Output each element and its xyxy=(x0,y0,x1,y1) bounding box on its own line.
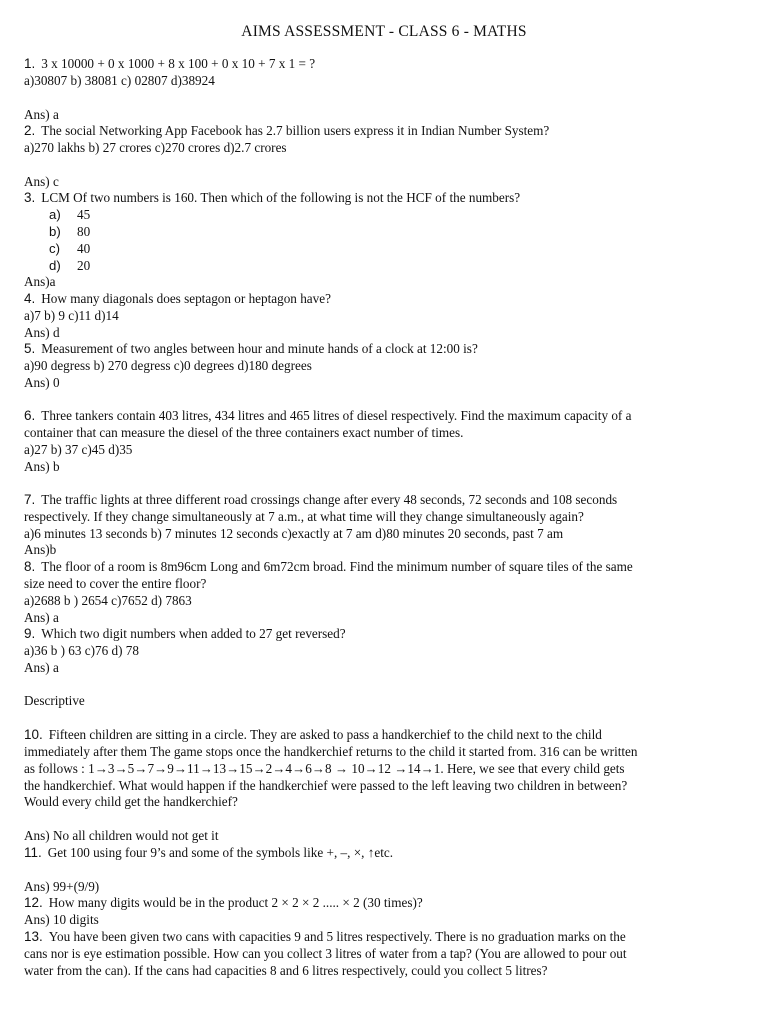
option-letter: a) xyxy=(49,207,61,222)
question-10 xyxy=(24,726,602,743)
question-6-answer: Ans) b xyxy=(24,459,60,474)
question-6 xyxy=(24,407,631,424)
option-letter: b) xyxy=(49,224,61,239)
question-number: 6. xyxy=(24,408,36,423)
option-value: 80 xyxy=(77,224,91,239)
question-3-answer: Ans)a xyxy=(24,274,56,289)
option-letter: c) xyxy=(49,241,60,256)
question-number: 1. xyxy=(24,56,36,71)
question-text: Fifteen children are sitting in a circle. They are asked to pass a handkerchief to the child next to the child xyxy=(48,727,602,742)
question-6-options: a)27 b) 37 c)45 d)35 xyxy=(24,442,133,457)
question-5-options: a)90 degress b) 270 degress c)0 degrees d)180 degrees xyxy=(24,358,312,373)
question-number: 4. xyxy=(24,291,36,306)
option-value: 40 xyxy=(77,241,91,256)
question-9-answer: Ans) a xyxy=(24,660,59,675)
option-letter: d) xyxy=(49,258,61,273)
question-text: The traffic lights at three different road crossings change after every 48 seconds, 72 seconds and 108 seconds xyxy=(41,492,618,507)
page-title: AIMS ASSESSMENT - CLASS 6 - MATHS xyxy=(241,23,527,40)
question-4-options: a)7 b) 9 c)11 d)14 xyxy=(24,308,119,323)
question-10-line-4: the handkerchief. What would happen if the handkerchief were passed to the left leaving two children in between? xyxy=(24,778,628,793)
question-text: Three tankers contain 403 litres, 434 litres and 465 litres of diesel respectively. Find the maximum capacity of a xyxy=(41,408,632,423)
question-1 xyxy=(24,55,315,72)
question-6-line-2: container that can measure the diesel of the three containers exact number of times. xyxy=(24,425,464,440)
question-number: 10. xyxy=(24,727,43,742)
question-5 xyxy=(24,340,478,357)
question-7-line-2: respectively. If they change simultaneously at 7 a.m., at what time will they change simultaneously again? xyxy=(24,509,584,524)
question-3 xyxy=(24,189,520,206)
option-d xyxy=(49,257,90,274)
question-1-options: a)30807 b) 38081 c) 02807 d)38924 xyxy=(24,73,215,88)
question-10-answer: Ans) No all children would not get it xyxy=(24,828,219,843)
question-number: 9. xyxy=(24,626,36,641)
question-text: Which two digit numbers when added to 27 get reversed? xyxy=(41,626,346,641)
question-text: How many diagonals does septagon or heptagon have? xyxy=(41,291,331,306)
question-number: 12. xyxy=(24,895,43,910)
question-number: 11. xyxy=(24,845,42,860)
question-12 xyxy=(24,894,423,911)
question-8-answer: Ans) a xyxy=(24,610,59,625)
question-2-answer: Ans) c xyxy=(24,174,59,189)
question-text: You have been given two cans with capacities 9 and 5 litres respectively. There is no graduation marks on the xyxy=(48,929,626,944)
question-11-answer: Ans) 99+(9/9) xyxy=(24,879,100,894)
question-7-options: a)6 minutes 13 seconds b) 7 minutes 12 seconds c)exactly at 7 am d)80 minutes 20 seconds, past 7 am xyxy=(24,526,564,541)
option-c xyxy=(49,240,90,257)
question-10-line-3: as follows : 1→3→5→7→9→11→13→15→2→4→6→8 → 10→12 →14→1. Here, we see that every child gets xyxy=(24,761,625,776)
question-number: 13. xyxy=(24,929,43,944)
question-number: 8. xyxy=(24,559,36,574)
question-8-line-2: size need to cover the entire floor? xyxy=(24,576,207,591)
question-12-answer: Ans) 10 digits xyxy=(24,912,99,927)
question-4-answer: Ans) d xyxy=(24,325,60,340)
question-text: LCM Of two numbers is 160. Then which of the following is not the HCF of the numbers? xyxy=(41,190,521,205)
question-1-answer: Ans) a xyxy=(24,107,59,122)
question-8-options: a)2688 b ) 2654 c)7652 d) 7863 xyxy=(24,593,192,608)
question-text: Get 100 using four 9’s and some of the symbols like +, –, ×, ↑etc. xyxy=(47,845,394,860)
question-10-line-2: immediately after them The game stops once the handkerchief returns to the child it started from. 316 can be written xyxy=(24,744,638,759)
question-number: 3. xyxy=(24,190,36,205)
question-text: How many digits would be in the product 2 × 2 × 2 ..... × 2 (30 times)? xyxy=(48,895,423,910)
question-text: The social Networking App Facebook has 2.7 billion users express it in Indian Number System? xyxy=(41,123,550,138)
question-13-line-3: water from the can). If the cans had capacities 8 and 6 litres respectively, could you collect 5 litres? xyxy=(24,963,548,978)
question-number: 7. xyxy=(24,492,36,507)
question-13-line-2: cans nor is eye estimation possible. How can you collect 3 litres of water from a tap? (You are allowed to pour out xyxy=(24,946,627,961)
question-7-answer: Ans)b xyxy=(24,542,57,557)
question-2 xyxy=(24,122,549,139)
question-4 xyxy=(24,290,331,307)
question-number: 2. xyxy=(24,123,36,138)
question-text: Measurement of two angles between hour and minute hands of a clock at 12:00 is? xyxy=(41,341,478,356)
option-value: 45 xyxy=(77,207,91,222)
option-b xyxy=(49,223,90,240)
question-5-answer: Ans) 0 xyxy=(24,375,60,390)
question-11 xyxy=(24,844,393,861)
question-13 xyxy=(24,928,626,945)
section-heading-descriptive: Descriptive xyxy=(24,693,85,708)
question-number: 5. xyxy=(24,341,36,356)
question-text: 3 x 10000 + 0 x 1000 + 8 x 100 + 0 x 10 + 7 x 1 = ? xyxy=(41,56,316,71)
question-8 xyxy=(24,558,633,575)
question-text: The floor of a room is 8m96cm Long and 6m72cm broad. Find the minimum number of square tiles of the same xyxy=(41,559,633,574)
question-7 xyxy=(24,491,617,508)
option-a xyxy=(49,206,90,223)
question-10-line-5: Would every child get the handkerchief? xyxy=(24,794,238,809)
question-9-options: a)36 b ) 63 c)76 d) 78 xyxy=(24,643,139,658)
option-value: 20 xyxy=(77,258,91,273)
question-2-options: a)270 lakhs b) 27 crores c)270 crores d)2.7 crores xyxy=(24,140,287,155)
question-9 xyxy=(24,625,346,642)
